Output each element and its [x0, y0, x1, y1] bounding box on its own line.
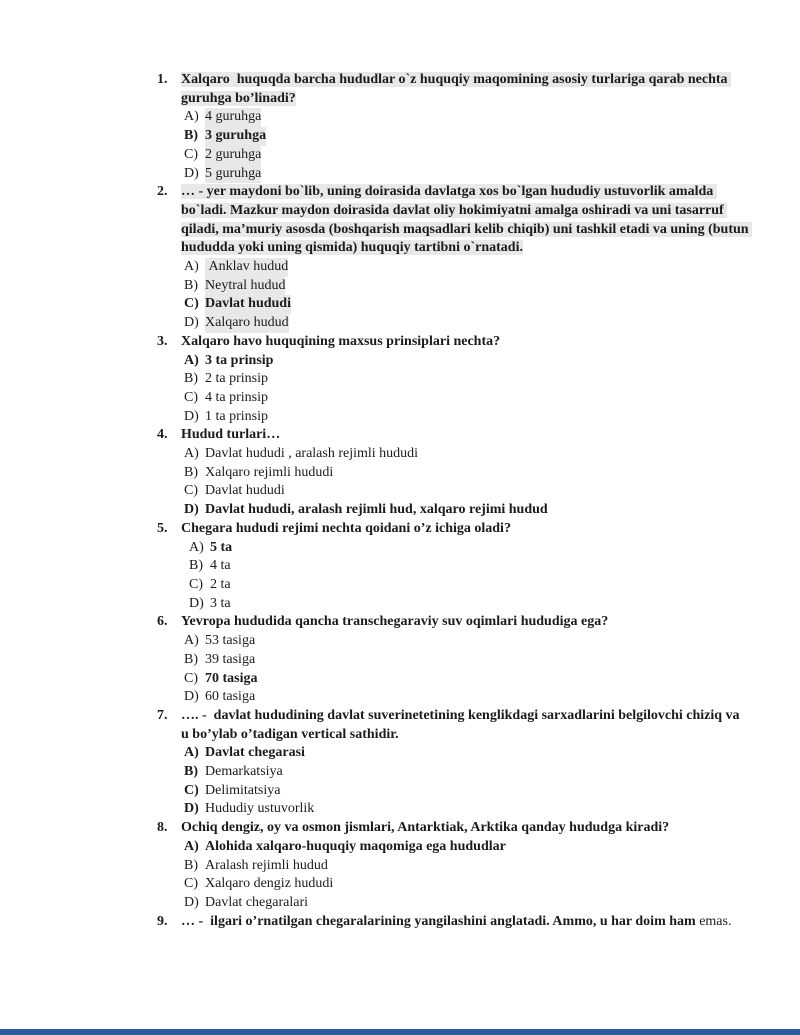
- question-text-main: Xalqaro havo huquqining maxsus prinsiplari nechta?: [181, 333, 501, 349]
- question-text-main: Hudud turlari…: [181, 427, 281, 443]
- option-letter: C): [184, 670, 198, 686]
- option-row: [181, 146, 749, 165]
- option-row: [181, 688, 749, 707]
- option-letter: A): [184, 109, 199, 125]
- question-text: [181, 913, 749, 932]
- option-text: Davlat hududi, aralash rejimli hud, xalqaro rejimi hudud: [205, 502, 548, 518]
- option-text: Neytral hudud: [205, 277, 285, 296]
- option-text: 60 tasiga: [205, 689, 256, 705]
- option-text: 4 ta prinsip: [205, 389, 268, 405]
- option-text: Demarkatsiya: [205, 764, 283, 780]
- option-row: [181, 800, 749, 819]
- option-letter: A): [184, 259, 199, 275]
- option-letter: B): [184, 277, 198, 293]
- option-text: Xalqaro hudud: [205, 314, 289, 333]
- option-row: [181, 651, 749, 670]
- question-text: [181, 707, 749, 744]
- footer-bar: [0, 1029, 800, 1035]
- option-letter: D): [184, 408, 199, 424]
- question-text-main: … - yer maydoni bo`lib, uning doirasida davlatga xos bo`lgan hududiy ustuvorlik amalda bo`ladi. Mazkur maydon doirasida davlat oliy hokimiyatni amalga oshiradi va uni tasarruf qiladi, ma’muriy asosda (boshqarish maqsadlari kelib chiqib) uni tashkil etadi va uning (butun hududda yoki uning qismida) huquqiy tartibni o`rnatadi.: [181, 184, 753, 256]
- option-row: [181, 408, 749, 427]
- option-row: [181, 277, 749, 296]
- option-row: [181, 482, 749, 501]
- option-text: 2 ta: [210, 576, 231, 592]
- option-text: 53 tasiga: [205, 633, 256, 649]
- option-letter: C): [184, 389, 198, 405]
- option-letter: B): [184, 371, 198, 387]
- option-letter: D): [184, 165, 199, 181]
- option-letter: C): [184, 146, 198, 162]
- option-letter: D): [184, 689, 199, 705]
- question-9: [157, 913, 749, 932]
- option-text: 5 guruhga: [205, 165, 261, 184]
- option-letter: D): [184, 502, 199, 518]
- option-text: Davlat hududi: [205, 483, 285, 499]
- option-text: Alohida xalqaro-huquqiy maqomiga ega hududlar: [205, 838, 506, 854]
- option-text: Xalqaro rejimli hududi: [205, 464, 334, 480]
- option-letter: C): [184, 782, 199, 798]
- question-6: [157, 613, 749, 707]
- option-letter: B): [184, 764, 198, 780]
- option-letter: B): [184, 128, 198, 144]
- question-body: [181, 333, 749, 427]
- option-row: [181, 352, 749, 371]
- option-row: [181, 875, 749, 894]
- option-row: [181, 744, 749, 763]
- option-letter: D): [184, 894, 199, 910]
- option-row: [181, 894, 749, 913]
- question-number: 5.: [157, 520, 168, 536]
- option-letter: B): [184, 464, 198, 480]
- option-letter: A): [184, 838, 199, 854]
- option-row: [181, 108, 749, 127]
- option-row: [181, 782, 749, 801]
- option-letter: D): [184, 801, 199, 817]
- option-letter: A): [184, 633, 199, 649]
- question-list: [157, 71, 753, 931]
- option-row: [181, 314, 749, 333]
- option-row: [181, 445, 749, 464]
- question-2: [157, 183, 753, 333]
- question-body: [181, 183, 753, 333]
- question-body: [181, 913, 749, 932]
- option-text: Davlat hududi: [205, 295, 291, 314]
- option-text: 2 guruhga: [205, 146, 261, 165]
- option-text: Delimitatsiya: [205, 782, 281, 798]
- question-8: [157, 819, 749, 913]
- option-row: [181, 127, 749, 146]
- question-text: [181, 520, 749, 539]
- option-letter: C): [184, 876, 198, 892]
- option-text: 1 ta prinsip: [205, 408, 268, 424]
- option-row: [181, 539, 749, 558]
- option-text: 3 guruhga: [205, 127, 266, 146]
- option-letter: A): [184, 446, 199, 462]
- question-3: [157, 333, 749, 427]
- option-letter: C): [184, 296, 199, 312]
- option-row: [181, 838, 749, 857]
- question-text: [181, 819, 749, 838]
- question-text-main: Xalqaro huquqda barcha hududlar o`z huquqiy maqomining asosiy turlariga qarab nechta guruhga bo’linadi?: [181, 72, 732, 106]
- option-text: 2 ta prinsip: [205, 371, 268, 387]
- option-text: Hududiy ustuvorlik: [205, 801, 315, 817]
- option-row: [181, 557, 749, 576]
- question-text: [181, 426, 749, 445]
- question-body: [181, 426, 749, 520]
- question-number: 7.: [157, 707, 168, 723]
- option-text: 4 guruhga: [205, 108, 261, 127]
- question-body: [181, 520, 749, 614]
- question-text-main: Yevropa hududida qancha transchegaraviy suv oqimlari hududiga ega?: [181, 614, 609, 630]
- option-letter: B): [184, 651, 198, 667]
- option-text: Davlat hududi , aralash rejimli hududi: [205, 446, 419, 462]
- option-text: 4 ta: [210, 558, 231, 574]
- option-text: 39 tasiga: [205, 651, 256, 667]
- question-text: [181, 613, 749, 632]
- option-row: [181, 464, 749, 483]
- question-number: 9.: [157, 913, 168, 929]
- option-row: [181, 763, 749, 782]
- option-row: [181, 670, 749, 689]
- question-number: 3.: [157, 333, 168, 349]
- question-4: [157, 426, 749, 520]
- question-body: [181, 707, 749, 819]
- question-7: [157, 707, 749, 819]
- question-1: [157, 71, 749, 183]
- option-text: Aralash rejimli hudud: [205, 857, 328, 873]
- option-row: [181, 295, 749, 314]
- option-row: [181, 501, 749, 520]
- question-number: 1.: [157, 72, 168, 87]
- option-row: [181, 576, 749, 595]
- question-number: 2.: [157, 184, 168, 200]
- option-text: Xalqaro dengiz hududi: [205, 876, 334, 892]
- question-text-main: … - ilgari o’rnatilgan chegaralarining yangilashini anglatadi. Ammo, u har doim ham: [181, 913, 700, 929]
- question-text-main: …. - davlat hududining davlat suverinetetining kenglikdagi sarxadlarini belgilovchi chiziq va u bo’ylab o’tadigan vertical sathidir.: [181, 707, 744, 742]
- option-letter: D): [184, 315, 199, 331]
- option-letter: B): [189, 558, 203, 574]
- option-row: [181, 165, 749, 184]
- question-text: [181, 183, 753, 258]
- option-row: [181, 258, 749, 277]
- option-row: [181, 370, 749, 389]
- option-row: [181, 857, 749, 876]
- option-text: 5 ta: [210, 539, 233, 555]
- question-text-main: Ochiq dengiz, oy va osmon jismlari, Antarktiak, Arktika qanday hududga kiradi?: [181, 820, 670, 836]
- option-letter: B): [184, 857, 198, 873]
- question-body: [181, 819, 749, 913]
- option-letter: A): [184, 352, 199, 368]
- question-text: [181, 71, 749, 108]
- question-5: [157, 520, 749, 614]
- option-letter: D): [189, 595, 204, 611]
- option-text: 70 tasiga: [205, 670, 258, 686]
- option-letter: A): [189, 539, 204, 555]
- option-row: [181, 389, 749, 408]
- option-letter: A): [184, 745, 199, 761]
- option-letter: C): [184, 483, 198, 499]
- option-text: 3 ta prinsip: [205, 352, 274, 368]
- question-number: 6.: [157, 614, 168, 630]
- option-text: Davlat chegarasi: [205, 745, 305, 761]
- question-number: 8.: [157, 820, 168, 836]
- option-text: Davlat chegaralari: [205, 894, 308, 910]
- question-text-tail: emas.: [699, 913, 732, 929]
- question-body: [181, 71, 749, 183]
- option-text: Anklav hudud: [205, 258, 288, 277]
- question-text: [181, 333, 749, 352]
- option-row: [181, 632, 749, 651]
- option-text: 3 ta: [210, 595, 231, 611]
- question-number: 4.: [157, 427, 168, 443]
- question-body: [181, 613, 749, 707]
- question-text-main: Chegara hududi rejimi nechta qoidani o’z ichiga oladi?: [181, 520, 511, 536]
- option-row: [181, 595, 749, 614]
- option-letter: C): [189, 576, 203, 592]
